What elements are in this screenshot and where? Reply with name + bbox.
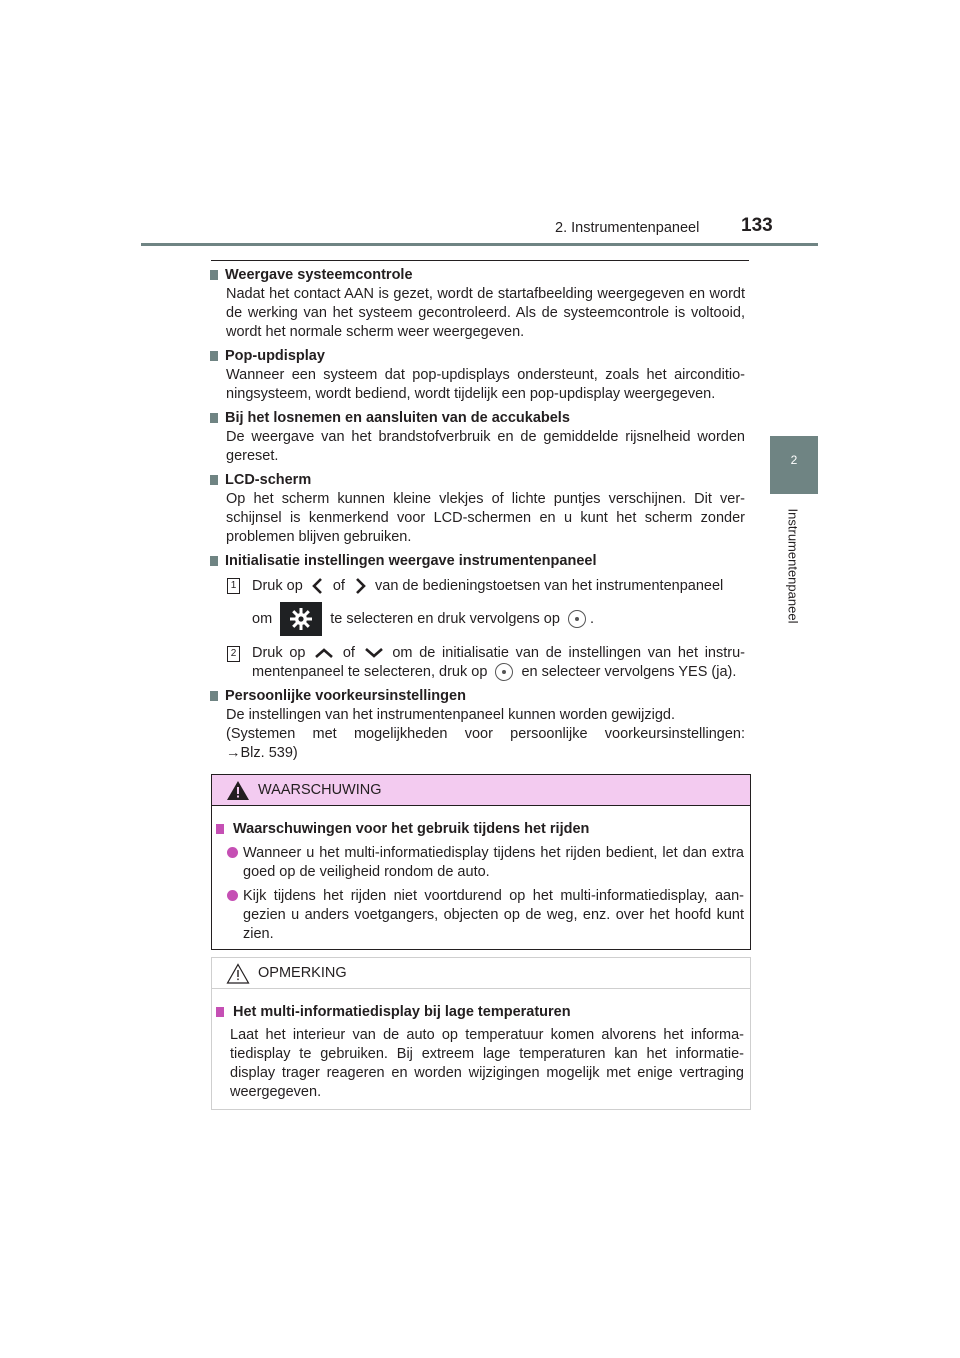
section-heading: Initialisatie instellingen weergave instrumentenpaneel bbox=[225, 553, 597, 569]
section-rule bbox=[211, 260, 749, 261]
step-badge: 2 bbox=[227, 646, 240, 662]
step-text: om bbox=[252, 610, 273, 627]
chapter-title: 2. Instrumentenpaneel bbox=[555, 220, 700, 236]
step-2 bbox=[210, 644, 745, 682]
warning-triangle-icon bbox=[226, 780, 250, 801]
bullet-dot-icon bbox=[227, 890, 238, 901]
section-marker-icon bbox=[210, 270, 218, 280]
section-heading: LCD-scherm bbox=[225, 472, 312, 488]
step-text: Druk op bbox=[252, 645, 306, 661]
section-marker-icon bbox=[216, 824, 224, 834]
chapter-tab-number: 2 bbox=[790, 453, 798, 467]
step-text: van de bedieningstoetsen van het instrumentenpaneel bbox=[375, 577, 724, 594]
warning-bullet: Kijk tijdens het rijden niet voortdurend op het multi-informatiedisplay, aan-gezien u anders voetgangers, objecten op de weg, enz. over het hoofd kunt zien. bbox=[212, 887, 744, 944]
chapter-tab bbox=[770, 436, 818, 494]
section-marker-icon bbox=[210, 691, 218, 701]
step-text: om de initialisatie van de instellingen van het instru-mentenpaneel te selecteren, druk op bbox=[252, 645, 745, 680]
section-heading: Weergave systeemcontrole bbox=[225, 267, 413, 283]
section-body: Wanneer een systeem dat pop-updisplays ondersteunt, zoals het airconditio-ningsysteem, wordt bediend, wordt tijdelijk een pop-updisplay weergegeven. bbox=[226, 367, 745, 402]
chevron-left-icon bbox=[307, 576, 329, 596]
section-heading: Persoonlijke voorkeursinstellingen bbox=[225, 688, 466, 704]
section-item bbox=[210, 266, 745, 342]
section-item bbox=[210, 552, 745, 682]
ok-button-icon bbox=[495, 663, 513, 681]
note-body: Laat het interieur van de auto op temperatuur komen alvorens het informa-tiedisplay te gebruiken. Bij extreem lage temperaturen kan het informatie-display trager reageren en worden wijzigingen mogelijk met enige vertraging weergegeven. bbox=[230, 1027, 744, 1100]
section-heading: Bij het losnemen en aansluiten van de accukabels bbox=[225, 410, 570, 426]
main-content bbox=[210, 266, 745, 768]
chevron-right-icon bbox=[349, 576, 371, 596]
page-reference-link[interactable]: →Blz. 539) bbox=[226, 745, 298, 761]
section-marker-icon bbox=[210, 351, 218, 361]
ok-button-icon bbox=[568, 610, 586, 628]
warning-bullet: Wanneer u het multi-informatiedisplay tijdens het rijden bedient, let dan extra goed op de veiligheid rondom de auto. bbox=[212, 844, 744, 882]
chevron-down-icon bbox=[362, 646, 386, 660]
section-body: Nadat het contact AAN is gezet, wordt de startafbeelding weergegeven en wordt de werking van het systeem gecontroleerd. Als de systeemcontrole is voltooid, wordt het normale scherm weer weergegeven. bbox=[226, 286, 745, 340]
chapter-tab-label: Instrumentenpaneel bbox=[785, 508, 801, 624]
bullet-dot-icon bbox=[227, 847, 238, 858]
settings-gear-icon bbox=[280, 602, 322, 636]
caution-triangle-icon bbox=[226, 963, 250, 984]
chevron-up-icon bbox=[312, 646, 336, 660]
warning-title: WAARSCHUWING bbox=[258, 782, 382, 798]
note-heading: Het multi-informatiedisplay bij lage temperaturen bbox=[233, 1004, 571, 1020]
step-text: Druk op bbox=[252, 577, 303, 594]
section-item bbox=[210, 347, 745, 404]
section-body: De instellingen van het instrumentenpaneel kunnen worden gewijzigd. (Systemen met mogelijkheden voor persoonlijke voorkeursinstellingen: →Blz. 539) bbox=[226, 707, 745, 761]
step-text: of bbox=[342, 645, 355, 661]
section-marker-icon bbox=[216, 1007, 224, 1017]
warning-heading: Waarschuwingen voor het gebruik tijdens het rijden bbox=[233, 821, 590, 837]
section-marker-icon bbox=[210, 475, 218, 485]
section-item bbox=[210, 471, 745, 547]
note-title: OPMERKING bbox=[258, 965, 347, 981]
step-badge: 1 bbox=[227, 578, 240, 594]
section-marker-icon bbox=[210, 556, 218, 566]
step-text: en selecteer vervolgens YES (ja). bbox=[521, 664, 737, 680]
section-body: De weergave van het brandstofverbruik en de gemiddelde rijsnelheid worden gereset. bbox=[226, 429, 745, 464]
step-text: te selecteren en druk vervolgens op bbox=[330, 610, 560, 627]
step-text: of bbox=[332, 577, 345, 594]
header-divider bbox=[141, 243, 818, 246]
section-marker-icon bbox=[210, 413, 218, 423]
section-item bbox=[210, 687, 745, 763]
note-box bbox=[211, 957, 751, 1110]
warning-box bbox=[211, 774, 751, 950]
page-number: 133 bbox=[741, 215, 773, 236]
section-body: Op het scherm kunnen kleine vlekjes of lichte puntjes verschijnen. Dit ver-schijnsel is kenmerkend voor LCD-schermen en u kunt het scherm zonder problemen blijven gebruiken. bbox=[226, 491, 745, 545]
section-item bbox=[210, 409, 745, 466]
step-text: . bbox=[589, 610, 595, 627]
section-heading: Pop-updisplay bbox=[225, 348, 325, 364]
step-1 bbox=[210, 576, 745, 636]
